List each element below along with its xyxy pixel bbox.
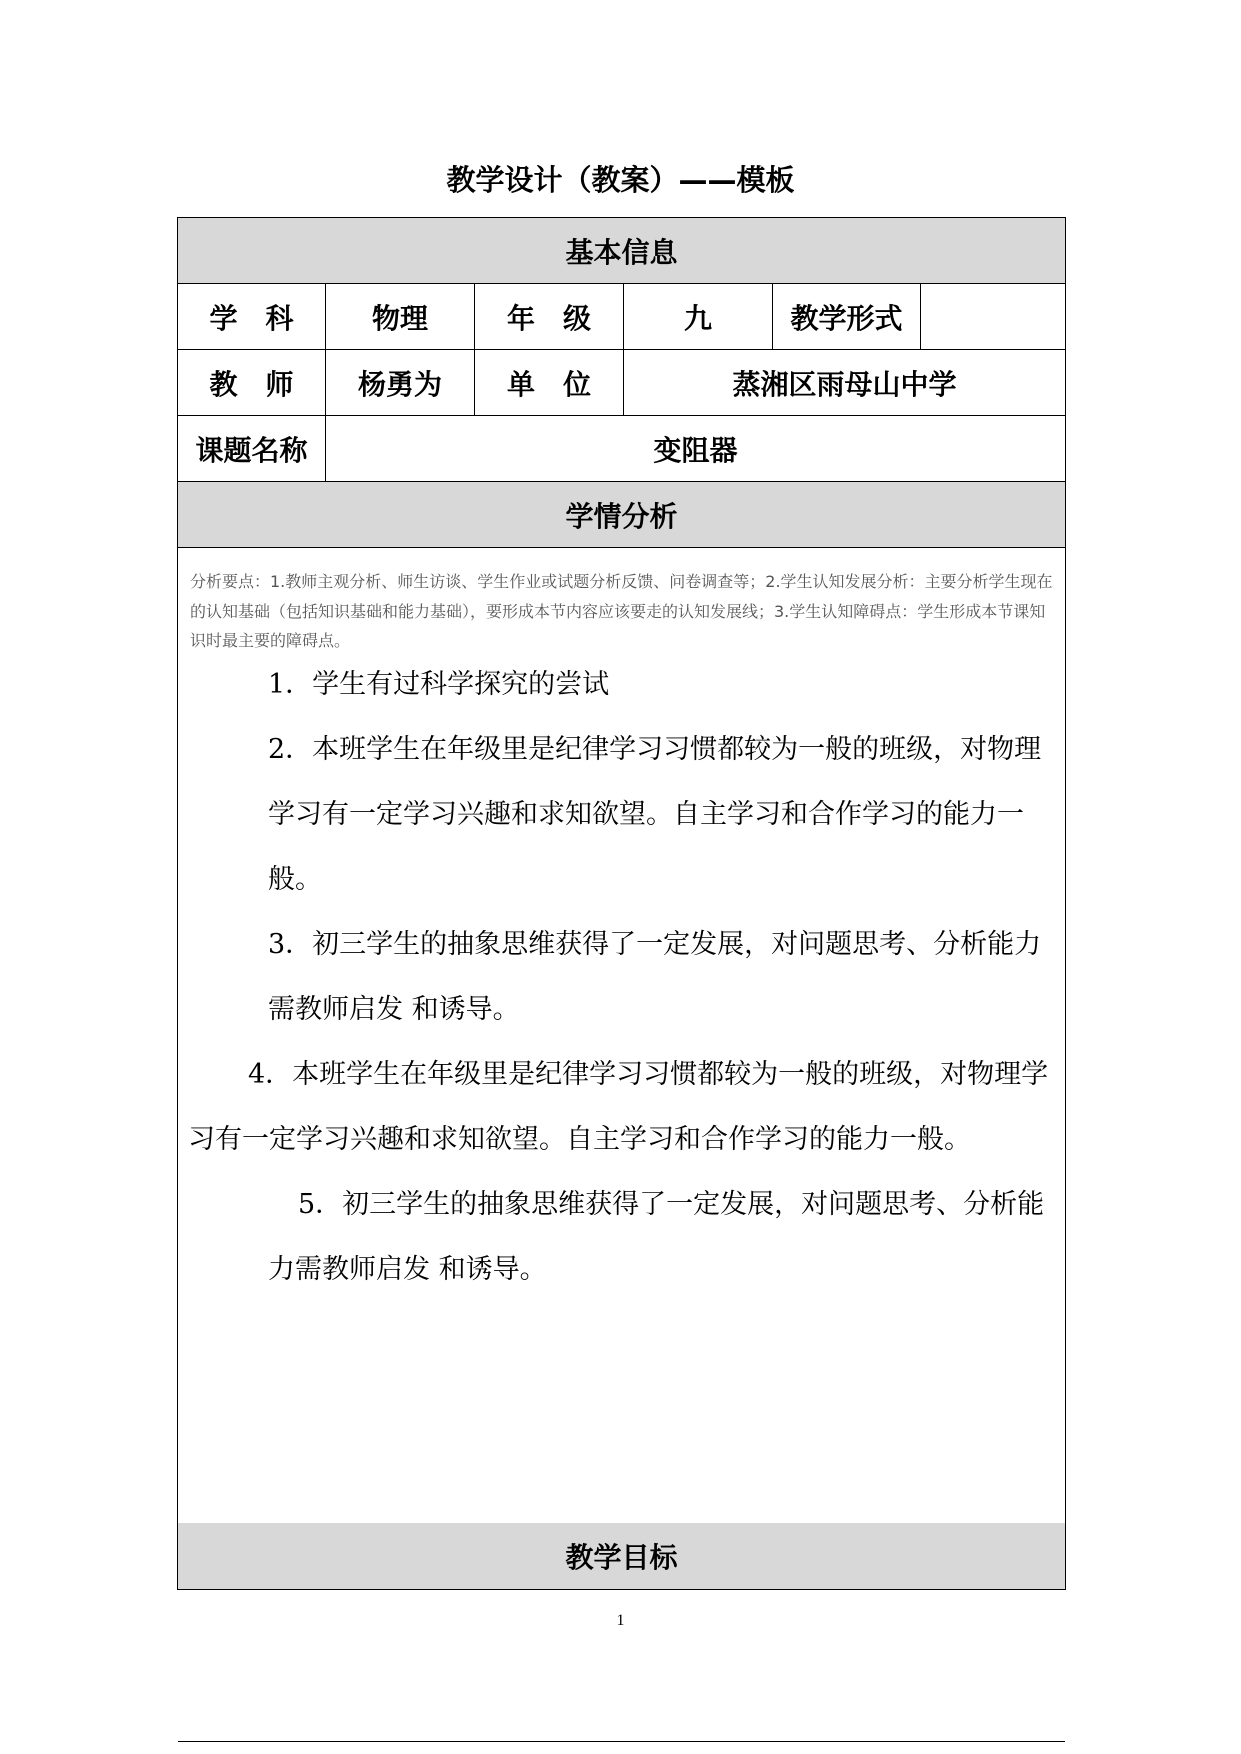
basic-info-header: 基本信息 <box>178 218 1065 284</box>
teacher-label: 教 师 <box>178 350 326 415</box>
analysis-paragraph-4: 4．本班学生在年级里是纪律学习习惯都较为一般的班级，对物理学习有一定学习兴趣和求知欲望。自主学习和合作学习的能力一般。 <box>188 1059 1049 1155</box>
teaching-form-label: 教学形式 <box>773 284 921 349</box>
unit-label: 单 位 <box>475 350 624 415</box>
analysis-header: 学情分析 <box>178 482 1065 548</box>
document-title: 教学设计（教案）——模板 <box>446 163 795 197</box>
teaching-form-value <box>921 284 1065 349</box>
unit-value: 蒸湘区雨母山中学 <box>732 367 957 401</box>
page-number: 1 <box>616 1612 625 1629</box>
analysis-paragraph-1: 1．学生有过科学探究的尝试 <box>268 669 610 700</box>
topic-value: 变阻器 <box>653 433 738 467</box>
teacher-value: 杨勇为 <box>326 350 475 415</box>
topic-label: 课题名称 <box>178 416 326 481</box>
analysis-hint: 分析要点：1.教师主观分析、师生访谈、学生作业或试题分析反馈、问卷调查等；2.学生认知发展分析：主要分析学生现在的认知基础（包括知识基础和能力基础），要形成本节内容应该要走的认知发展线；3.学生认知障碍点：学生形成本节课知识时最主要的障碍点。 <box>190 572 1053 650</box>
objectives-header: 教学目标 <box>178 1523 1065 1589</box>
row-subject-grade <box>178 284 1065 350</box>
analysis-paragraph-2: 2．本班学生在年级里是纪律学习习惯都较为一般的班级，对物理学习有一定学习兴趣和求知欲望。自主学习和合作学习的能力一般。 <box>268 734 1042 895</box>
row-teacher-unit <box>178 350 1065 416</box>
grade-value: 九 <box>624 284 773 349</box>
subject-label: 学 科 <box>178 284 326 349</box>
grade-label: 年 级 <box>475 284 624 349</box>
analysis-body <box>188 652 1057 1302</box>
row-topic <box>178 416 1065 482</box>
analysis-paragraph-3: 3．初三学生的抽象思维获得了一定发展，对问题思考、分析能力需教师启发 和诱导。 <box>268 929 1042 1025</box>
lesson-plan-table <box>177 217 1066 1590</box>
subject-value: 物理 <box>326 284 475 349</box>
analysis-paragraph-5: 5．初三学生的抽象思维获得了一定发展，对问题思考、分析能力需教师启发 和诱导。 <box>268 1189 1045 1285</box>
